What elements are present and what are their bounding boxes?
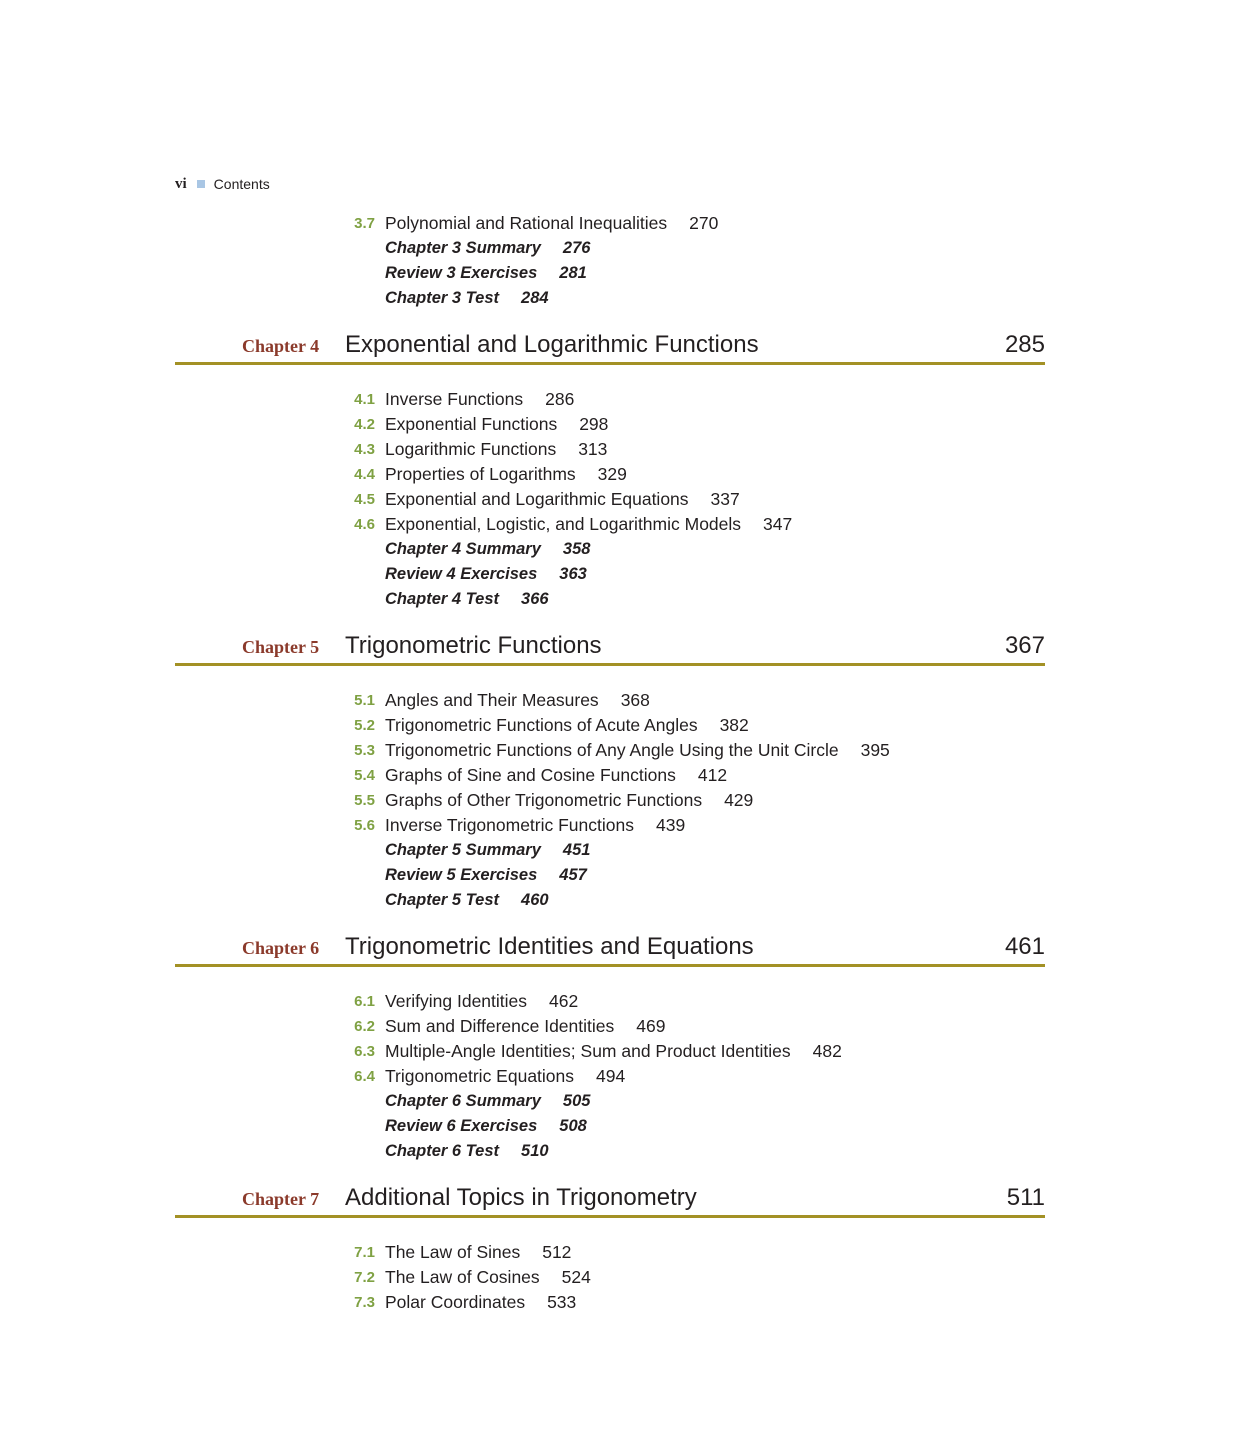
section-number: 5.5 bbox=[354, 792, 375, 809]
toc-backmatter-entry[interactable] bbox=[345, 1139, 1045, 1164]
toc-section-entry[interactable] bbox=[345, 1265, 1045, 1290]
entry-page-number: 366 bbox=[521, 590, 549, 608]
toc-backmatter-entry[interactable] bbox=[345, 261, 1045, 286]
section-number: 7.1 bbox=[354, 1244, 375, 1261]
entry-title: The Law of Sines bbox=[385, 1242, 521, 1262]
entry-title: Graphs of Other Trigonometric Functions bbox=[385, 790, 703, 810]
chapter-label: Chapter 7 bbox=[242, 1189, 320, 1209]
toc-section-entry[interactable] bbox=[345, 1039, 1045, 1064]
entry-title: Review 4 Exercises bbox=[385, 565, 538, 583]
toc-section-entry[interactable] bbox=[345, 1014, 1045, 1039]
toc-section-entry[interactable] bbox=[345, 487, 1045, 512]
entry-page-number: 358 bbox=[562, 540, 591, 558]
entry-title: Chapter 6 Summary bbox=[385, 1092, 541, 1110]
toc-backmatter-entry[interactable] bbox=[345, 1114, 1045, 1139]
entry-page-number: 460 bbox=[521, 891, 549, 909]
chapter-title: Additional Topics in Trigonometry bbox=[345, 1184, 697, 1211]
entry-title: Exponential and Logarithmic Equations bbox=[385, 489, 689, 509]
section-list bbox=[345, 1240, 1045, 1315]
entry-page-number: 508 bbox=[559, 1117, 587, 1135]
section-number: 6.2 bbox=[354, 1018, 375, 1035]
entry-page-number: 451 bbox=[562, 841, 591, 859]
section-number: 4.3 bbox=[354, 441, 375, 458]
toc-backmatter-entry[interactable] bbox=[345, 562, 1045, 587]
entry-page-number: 524 bbox=[561, 1267, 591, 1287]
entry-title: Polynomial and Rational Inequalities bbox=[385, 213, 668, 233]
section-list bbox=[345, 989, 1045, 1164]
toc-section-entry[interactable] bbox=[345, 211, 1045, 236]
entry-title: Inverse Trigonometric Functions bbox=[385, 815, 634, 835]
toc-backmatter-entry[interactable] bbox=[345, 587, 1045, 612]
entry-title: The Law of Cosines bbox=[385, 1267, 540, 1287]
square-bullet-icon bbox=[197, 180, 205, 188]
toc-section-entry[interactable] bbox=[345, 813, 1045, 838]
entry-title: Chapter 3 Test bbox=[385, 289, 500, 307]
toc-backmatter-entry[interactable] bbox=[345, 286, 1045, 311]
section-list bbox=[345, 688, 1045, 913]
entry-title: Chapter 4 Test bbox=[385, 590, 500, 608]
toc-section-entry[interactable] bbox=[345, 437, 1045, 462]
entry-title: Chapter 4 Summary bbox=[385, 540, 541, 558]
section-list bbox=[345, 211, 1045, 311]
chapter-label: Chapter 4 bbox=[242, 336, 320, 356]
section-number: 6.1 bbox=[354, 993, 375, 1010]
entry-title: Graphs of Sine and Cosine Functions bbox=[385, 765, 676, 785]
section-number: 7.3 bbox=[354, 1294, 375, 1311]
section-number: 5.3 bbox=[354, 742, 375, 759]
entry-page-number: 276 bbox=[562, 239, 591, 257]
chapter-page-number: 461 bbox=[1004, 933, 1045, 960]
entry-page-number: 482 bbox=[812, 1041, 842, 1061]
entry-page-number: 395 bbox=[860, 740, 890, 760]
chapter-title: Trigonometric Identities and Equations bbox=[345, 933, 754, 960]
chapter-title: Exponential and Logarithmic Functions bbox=[345, 331, 759, 358]
entry-title: Properties of Logarithms bbox=[385, 464, 576, 484]
entry-title: Chapter 6 Test bbox=[385, 1142, 500, 1160]
toc-section-entry[interactable] bbox=[345, 713, 1045, 738]
section-number: 4.5 bbox=[354, 491, 375, 508]
toc-backmatter-entry[interactable] bbox=[345, 537, 1045, 562]
entry-title: Inverse Functions bbox=[385, 389, 524, 409]
toc-section-entry[interactable] bbox=[345, 688, 1045, 713]
entry-title: Chapter 3 Summary bbox=[385, 239, 541, 257]
entry-page-number: 494 bbox=[596, 1066, 626, 1086]
entry-page-number: 284 bbox=[521, 289, 549, 307]
entry-page-number: 429 bbox=[724, 790, 754, 810]
entry-page-number: 533 bbox=[547, 1292, 577, 1312]
section-number: 5.6 bbox=[354, 817, 375, 834]
entry-page-number: 313 bbox=[578, 439, 608, 459]
entry-title: Trigonometric Functions of Any Angle Using the Unit Circle bbox=[385, 740, 839, 760]
entry-title: Chapter 5 Summary bbox=[385, 841, 541, 859]
entry-page-number: 439 bbox=[656, 815, 686, 835]
chapter-heading[interactable] bbox=[175, 629, 1045, 666]
toc-backmatter-entry[interactable] bbox=[345, 236, 1045, 261]
entry-title: Chapter 5 Test bbox=[385, 891, 500, 909]
entry-title: Sum and Difference Identities bbox=[385, 1016, 615, 1036]
chapter-title: Trigonometric Functions bbox=[345, 632, 602, 659]
toc-section-entry[interactable] bbox=[345, 462, 1045, 487]
toc-backmatter-entry[interactable] bbox=[345, 838, 1045, 863]
chapter-heading[interactable] bbox=[175, 1181, 1045, 1218]
entry-page-number: 512 bbox=[542, 1242, 572, 1262]
entry-page-number: 281 bbox=[559, 264, 587, 282]
entry-page-number: 270 bbox=[689, 213, 719, 233]
section-number: 6.4 bbox=[354, 1068, 375, 1085]
toc-backmatter-entry[interactable] bbox=[345, 888, 1045, 913]
entry-page-number: 337 bbox=[710, 489, 740, 509]
entry-title: Multiple-Angle Identities; Sum and Product Identities bbox=[385, 1041, 791, 1061]
toc-section-entry[interactable] bbox=[345, 788, 1045, 813]
entry-page-number: 368 bbox=[620, 690, 650, 710]
section-number: 4.4 bbox=[354, 466, 375, 483]
chapter-page-number: 511 bbox=[1006, 1184, 1045, 1211]
entry-title: Logarithmic Functions bbox=[385, 439, 557, 459]
entry-title: Trigonometric Equations bbox=[385, 1066, 575, 1086]
chapter-page-number: 285 bbox=[1004, 331, 1045, 358]
entry-page-number: 457 bbox=[559, 866, 587, 884]
entry-page-number: 412 bbox=[697, 765, 728, 785]
entry-title: Review 6 Exercises bbox=[385, 1117, 538, 1135]
section-number: 5.4 bbox=[354, 767, 375, 784]
chapter-page-number: 367 bbox=[1004, 632, 1045, 659]
entry-title: Trigonometric Functions of Acute Angles bbox=[385, 715, 698, 735]
toc-section-entry[interactable] bbox=[345, 1290, 1045, 1315]
entry-page-number: 298 bbox=[579, 414, 609, 434]
entry-title: Polar Coordinates bbox=[385, 1292, 526, 1312]
section-number: 4.1 bbox=[354, 391, 375, 408]
running-header bbox=[175, 174, 270, 194]
toc-section-entry[interactable] bbox=[345, 387, 1045, 412]
section-number: 4.2 bbox=[354, 416, 375, 433]
entry-page-number: 510 bbox=[521, 1142, 549, 1160]
section-number: 7.2 bbox=[354, 1269, 375, 1286]
toc-section-entry[interactable] bbox=[345, 738, 1045, 763]
chapter-label: Chapter 6 bbox=[242, 938, 320, 958]
entry-page-number: 469 bbox=[636, 1016, 666, 1036]
toc-section-entry[interactable] bbox=[345, 1240, 1045, 1265]
entry-title: Review 5 Exercises bbox=[385, 866, 538, 884]
chapter-heading[interactable] bbox=[175, 930, 1045, 967]
toc-section-entry[interactable] bbox=[345, 512, 1045, 537]
toc-section-entry[interactable] bbox=[345, 989, 1045, 1014]
section-number: 5.2 bbox=[354, 717, 375, 734]
entry-title: Verifying Identities bbox=[385, 991, 528, 1011]
entry-page-number: 382 bbox=[719, 715, 749, 735]
running-header-label: Contents bbox=[213, 176, 270, 192]
entry-title: Exponential Functions bbox=[385, 414, 558, 434]
toc-section-entry[interactable] bbox=[345, 1064, 1045, 1089]
entry-page-number: 347 bbox=[763, 514, 793, 534]
entry-page-number: 505 bbox=[562, 1092, 591, 1110]
entry-page-number: 462 bbox=[549, 991, 579, 1011]
section-number: 3.7 bbox=[354, 215, 375, 232]
entry-title: Review 3 Exercises bbox=[385, 264, 538, 282]
section-list bbox=[345, 387, 1045, 612]
entry-title: Exponential, Logistic, and Logarithmic Models bbox=[385, 514, 742, 534]
running-header-page-number: vi bbox=[175, 175, 187, 192]
toc-section-entry[interactable] bbox=[345, 763, 1045, 788]
chapter-label: Chapter 5 bbox=[242, 637, 320, 657]
section-number: 5.1 bbox=[354, 692, 375, 709]
toc-backmatter-entry[interactable] bbox=[345, 1089, 1045, 1114]
chapter-heading[interactable] bbox=[175, 328, 1045, 365]
section-number: 6.3 bbox=[354, 1043, 375, 1060]
entry-title: Angles and Their Measures bbox=[385, 690, 599, 710]
section-number: 4.6 bbox=[354, 516, 375, 533]
entry-page-number: 329 bbox=[597, 464, 627, 484]
toc-section-entry[interactable] bbox=[345, 412, 1045, 437]
entry-page-number: 286 bbox=[545, 389, 575, 409]
toc-backmatter-entry[interactable] bbox=[345, 863, 1045, 888]
entry-page-number: 363 bbox=[559, 565, 587, 583]
